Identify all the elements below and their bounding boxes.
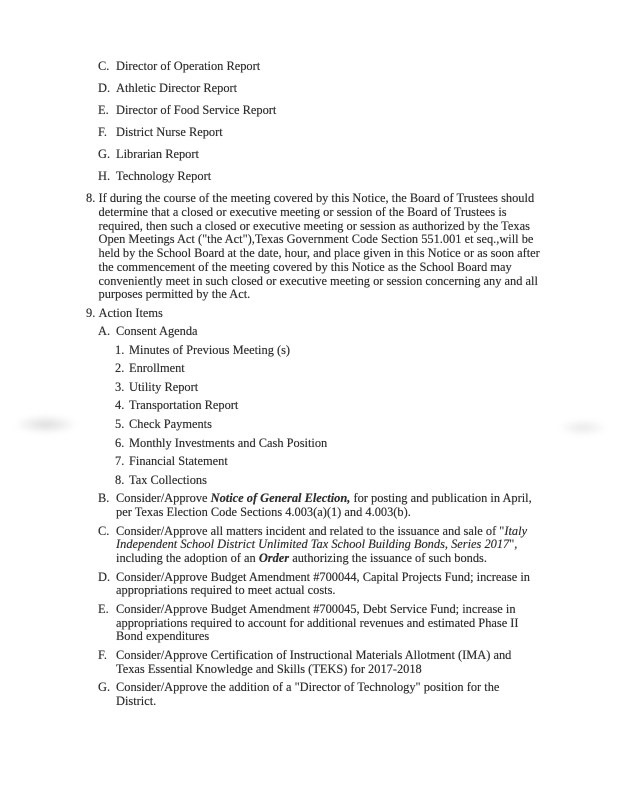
report-item-nurse [98,126,618,140]
consent-agenda-list [0,344,618,488]
consent-item-investments [115,437,618,451]
item-marker: C. [98,59,110,73]
action-item-d-budget-700044 [98,571,618,599]
reports-list [0,60,618,184]
item-text: Consider/Approve the addition of a "Director of Technology" position for the District. [116,679,500,708]
item-text: Librarian Report [116,146,199,161]
text-segment: authorizing the issuance of such bonds. [289,551,487,566]
action-item-a-consent-agenda [98,325,618,339]
item-marker: 4. [115,398,125,413]
item-marker: D. [98,80,111,95]
item-text: Athletic Director Report [116,80,238,95]
action-item-c-bond-issuance [98,525,618,566]
item-marker: E. [98,102,109,117]
item-text: District Nurse Report [116,124,223,139]
report-item-librarian [98,148,618,162]
item-marker: C. [98,523,110,538]
item-text: Tax Collections [129,472,207,487]
item-marker: F. [98,647,107,662]
report-item-operation [98,60,618,74]
consent-item-check-payments [115,418,618,432]
item-marker: B. [98,491,110,506]
item-text: Director of Food Service Report [116,102,277,117]
item-text: Utility Report [129,379,199,394]
consent-item-enrollment [115,362,618,376]
item-text: Technology Report [116,168,212,183]
agenda-item-9-action-items [86,307,618,321]
item-marker: F. [98,124,107,139]
consent-item-tax-collections [115,474,618,488]
item-marker: 8. [86,190,96,205]
item-text: Consider/Approve Budget Amendment #700044, Capital Projects Fund; increase in appropriations required to meet actual costs. [116,569,530,598]
action-item-e-budget-700045 [98,603,618,644]
item-marker: 7. [115,454,125,469]
text-segment-italic: Italy Independent School District Unlimited Tax School Building Bonds, Series 2017 [116,523,528,552]
item-text: If during the course of the meeting covered by this Notice, the Board of Trustees should determine that a closed or executive meeting or session of the Board of Trustees is required, then such a closed or executive meeting or session as authorized by the Texas Open Meetings Act ("the Act"),Texas Government Code Section 551.001 et seq.,will be held by the School Board at the date, hour, and place given in this Notice or as soon after the commencement of the meeting covered by this Notice as the School Board may conveniently meet in such closed or executive meeting or session concerning any and all purposes permitted by the Act. [98,190,540,302]
item-text: Consider/Approve Certification of Instructional Materials Allotment (IMA) and Texas Essential Knowledge and Skills (TEKS) for 2017-2018 [116,647,512,676]
item-text: Consider/Approve Budget Amendment #700045, Debt Service Fund; increase in appropriations required to account for additional revenues and estimated Phase II Bond expenditures [116,601,519,644]
text-segment: Consider/Approve [116,491,211,506]
item-text: Consent Agenda [116,324,198,339]
item-marker: E. [98,601,109,616]
item-marker: 3. [115,379,125,394]
item-marker: 9. [86,305,96,320]
item-text: Transportation Report [129,398,239,413]
item-marker: G. [98,679,111,694]
item-text: Financial Statement [129,454,228,469]
text-segment-bold-italic: Notice of General Election, [210,491,351,506]
item-text: Check Payments [129,417,212,432]
text-segment: Consider/Approve all matters incident and related to the issuance and sale of " [116,523,505,538]
item-marker: 5. [115,417,125,432]
item-text: Minutes of Previous Meeting (s) [129,342,291,357]
item-text [116,492,541,520]
item-marker: 2. [115,361,125,376]
action-item-b-general-election [98,492,618,520]
item-text [116,525,541,566]
consent-item-minutes [115,344,618,358]
item-marker: 8. [115,472,125,487]
item-marker: D. [98,569,111,584]
report-item-athletic [98,82,618,96]
text-segment: ", including the adoption of an [116,537,518,566]
item-marker: G. [98,146,111,161]
item-marker: H. [98,168,111,183]
action-item-f-ima-teks [98,649,618,677]
consent-item-transportation [115,399,618,413]
consent-item-utility [115,381,618,395]
consent-item-financial-statement [115,455,618,469]
item-text: Action Items [98,305,163,320]
item-marker: A. [98,324,111,339]
item-text: Monthly Investments and Cash Position [129,435,328,450]
action-item-g-director-technology [98,681,618,709]
text-segment: for posting and publication in April, per Texas Election Code Sections 4.003(a)(1) and 4.003(b). [116,491,532,520]
report-item-food-service [98,104,618,118]
item-text: Enrollment [129,361,185,376]
item-marker: 6. [115,435,125,450]
report-item-technology [98,170,618,184]
agenda-item-8-executive-session [86,192,618,302]
item-text: Director of Operation Report [116,59,261,73]
item-marker: 1. [115,342,125,357]
text-segment-bold-italic: Order [258,551,290,566]
